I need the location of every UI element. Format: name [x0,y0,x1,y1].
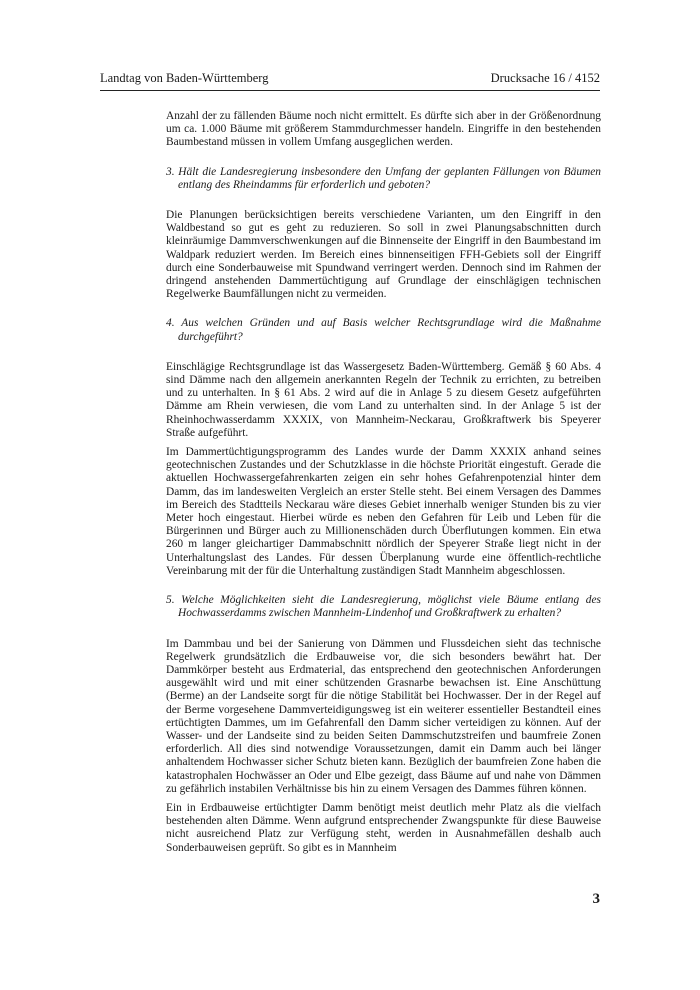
question-4: 4. Aus welchen Gründen und auf Basis welcher Rechtsgrundlage wird die Maßnahme durchgeführt? [166,317,601,343]
page-number: 3 [592,891,600,907]
answer-3: Die Planungen berücksichtigen bereits verschiedene Varianten, um den Eingriff in den Waldbestand so gut es geht zu reduzieren. So soll in zwei Planungsabschnitten durch kleinräumige Dammverschwenkungen auf die Binnenseite der Eingriff in den Baumbestand im Waldpark reduziert werden. Im Bereich eines binnenseitigen FFH-Gebiets soll der Eingriff durch eine Sonderbauweise mit Spundwand verringert werden. Dennoch sind im Rahmen der dringend anstehenden Dammertüchtigung auf Grundlage der einschlägigen technischen Regelwerke Baumfällungen nicht zu vermeiden. [166,209,601,301]
question-3: 3. Hält die Landesregierung insbesondere den Umfang der geplanten Fällungen von Bäumen entlang des Rheindamms für erforderlich und geboten? [166,165,601,191]
header-title: Landtag von Baden-Württemberg [100,71,269,85]
intro-paragraph: Anzahl der zu fällenden Bäume noch nicht ermittelt. Es dürfte sich aber in der Größenordnung um ca. 1.000 Bäume mit größerem Stammdurchmesser handeln. Eingriffe in den bestehenden Baumbestand müssen in vollem Umfang ausgeglichen werden. [166,110,601,149]
answer-5-paragraph-2: Ein in Erdbauweise ertüchtigter Damm benötigt meist deutlich mehr Platz als die vielfach bestehenden alten Dämme. Wenn aufgrund entsprechender Zwangspunkte für diese Bauweise nicht ausreichend Platz zur Verfügung steht, werden in Ausnahmefällen deshalb auch Sonderbauweisen geprüft. So gibt es in Mannheim [166,801,601,854]
answer-4-paragraph-1: Einschlägige Rechtsgrundlage ist das Wassergesetz Baden-Württemberg. Gemäß § 60 Abs. 4 sind Dämme nach den allgemein anerkannten Regeln der Technik zu errichten, zu betreiben und zu unterhalten. In § 61 Abs. 2 wird auf die in Anlage 5 zu diesem Gesetz aufgeführten Dämme am Rhein verwiesen, die vom Land zu unterhalten sind. In der Anlage 5 ist der Rheinhochwasserdamm XXXIX, von Mannheim-Neckarau, Großkraftwerk bis Speyerer Straße aufgeführt. [166,360,601,439]
answer-5-paragraph-1: Im Dammbau und bei der Sanierung von Dämmen und Flussdeichen sieht das technische Regelwerk grundsätzlich die Erdbauweise vor, die sich besonders bewährt hat. Der Dammkörper besteht aus Erdmaterial, das entsprechend den geotechnischen Anforderungen ausgewählt wird und mit einer schützenden Grasnarbe bewachsen ist. Eine Anschüttung (Berme) an der Landseite sorgt für die nötige Stabilität bei Hochwasser. Der in der Regel auf der Berme vorgesehene Dammverteidigungsweg ist ein weiterer essentieller Bestandteil eines ertüchtigten Dammes, um im Gefahrenfall den Damm sicher verteidigen zu können. Auf der Wasser- und der Landseite sind zu beiden Seiten Dammschutzstreifen und baumfreie Zonen erforderlich. All dies sind notwendige Voraussetzungen, damit ein Damm auch bei länger anhaltendem Hochwasser sicher Schutz bieten kann. Bezüglich der baumfreien Zone haben die katastrophalen Hochwässer an Oder und Elbe gezeigt, dass Bäume auf und nahe von Dämmen zu gefährlich instabilen Verhältnisse bis hin zu einem Versagen des Dammes führen können. [166,637,601,795]
answer-4-paragraph-2: Im Dammertüchtigungsprogramm des Landes wurde der Damm XXXIX anhand seines geotechnischen Zustandes und der Schutzklasse in die höchste Priorität eingestuft. Gerade die aktuellen Hochwassergefahrenkarten zeigen ein sehr hohes Gefahrenpotenzial hinter dem Damm, das im landesweiten Vergleich an erster Stelle steht. Bei einem Versagen des Dammes im Bereich des Stadtteils Neckarau wäre dieses Gebiet innerhalb weniger Stunden bis zu vier Meter hoch eingestaut. Hierbei würde es neben den Gefahren für Leib und Leben für die Bürgerinnen und Bürger auch zu Millionenschäden durch Überflutungen kommen. Ein etwa 260 m langer gleichartiger Dammabschnitt nördlich der Speyerer Straße liegt nicht in der Unterhaltungslast des Landes. Für dessen Überplanung wurde eine öffentlich-rechtliche Vereinbarung mit der für die Unterhaltung zuständigen Stadt Mannheim abgeschlossen. [166,446,601,577]
document-number: Drucksache 16 / 4152 [490,71,600,85]
document-body [166,110,601,861]
page-header [100,70,600,91]
question-5: 5. Welche Möglichkeiten sieht die Landesregierung, möglichst viele Bäume entlang des Hochwasserdamms zwischen Mannheim-Lindenhof und Großkraftwerk zu erhalten? [166,594,601,620]
